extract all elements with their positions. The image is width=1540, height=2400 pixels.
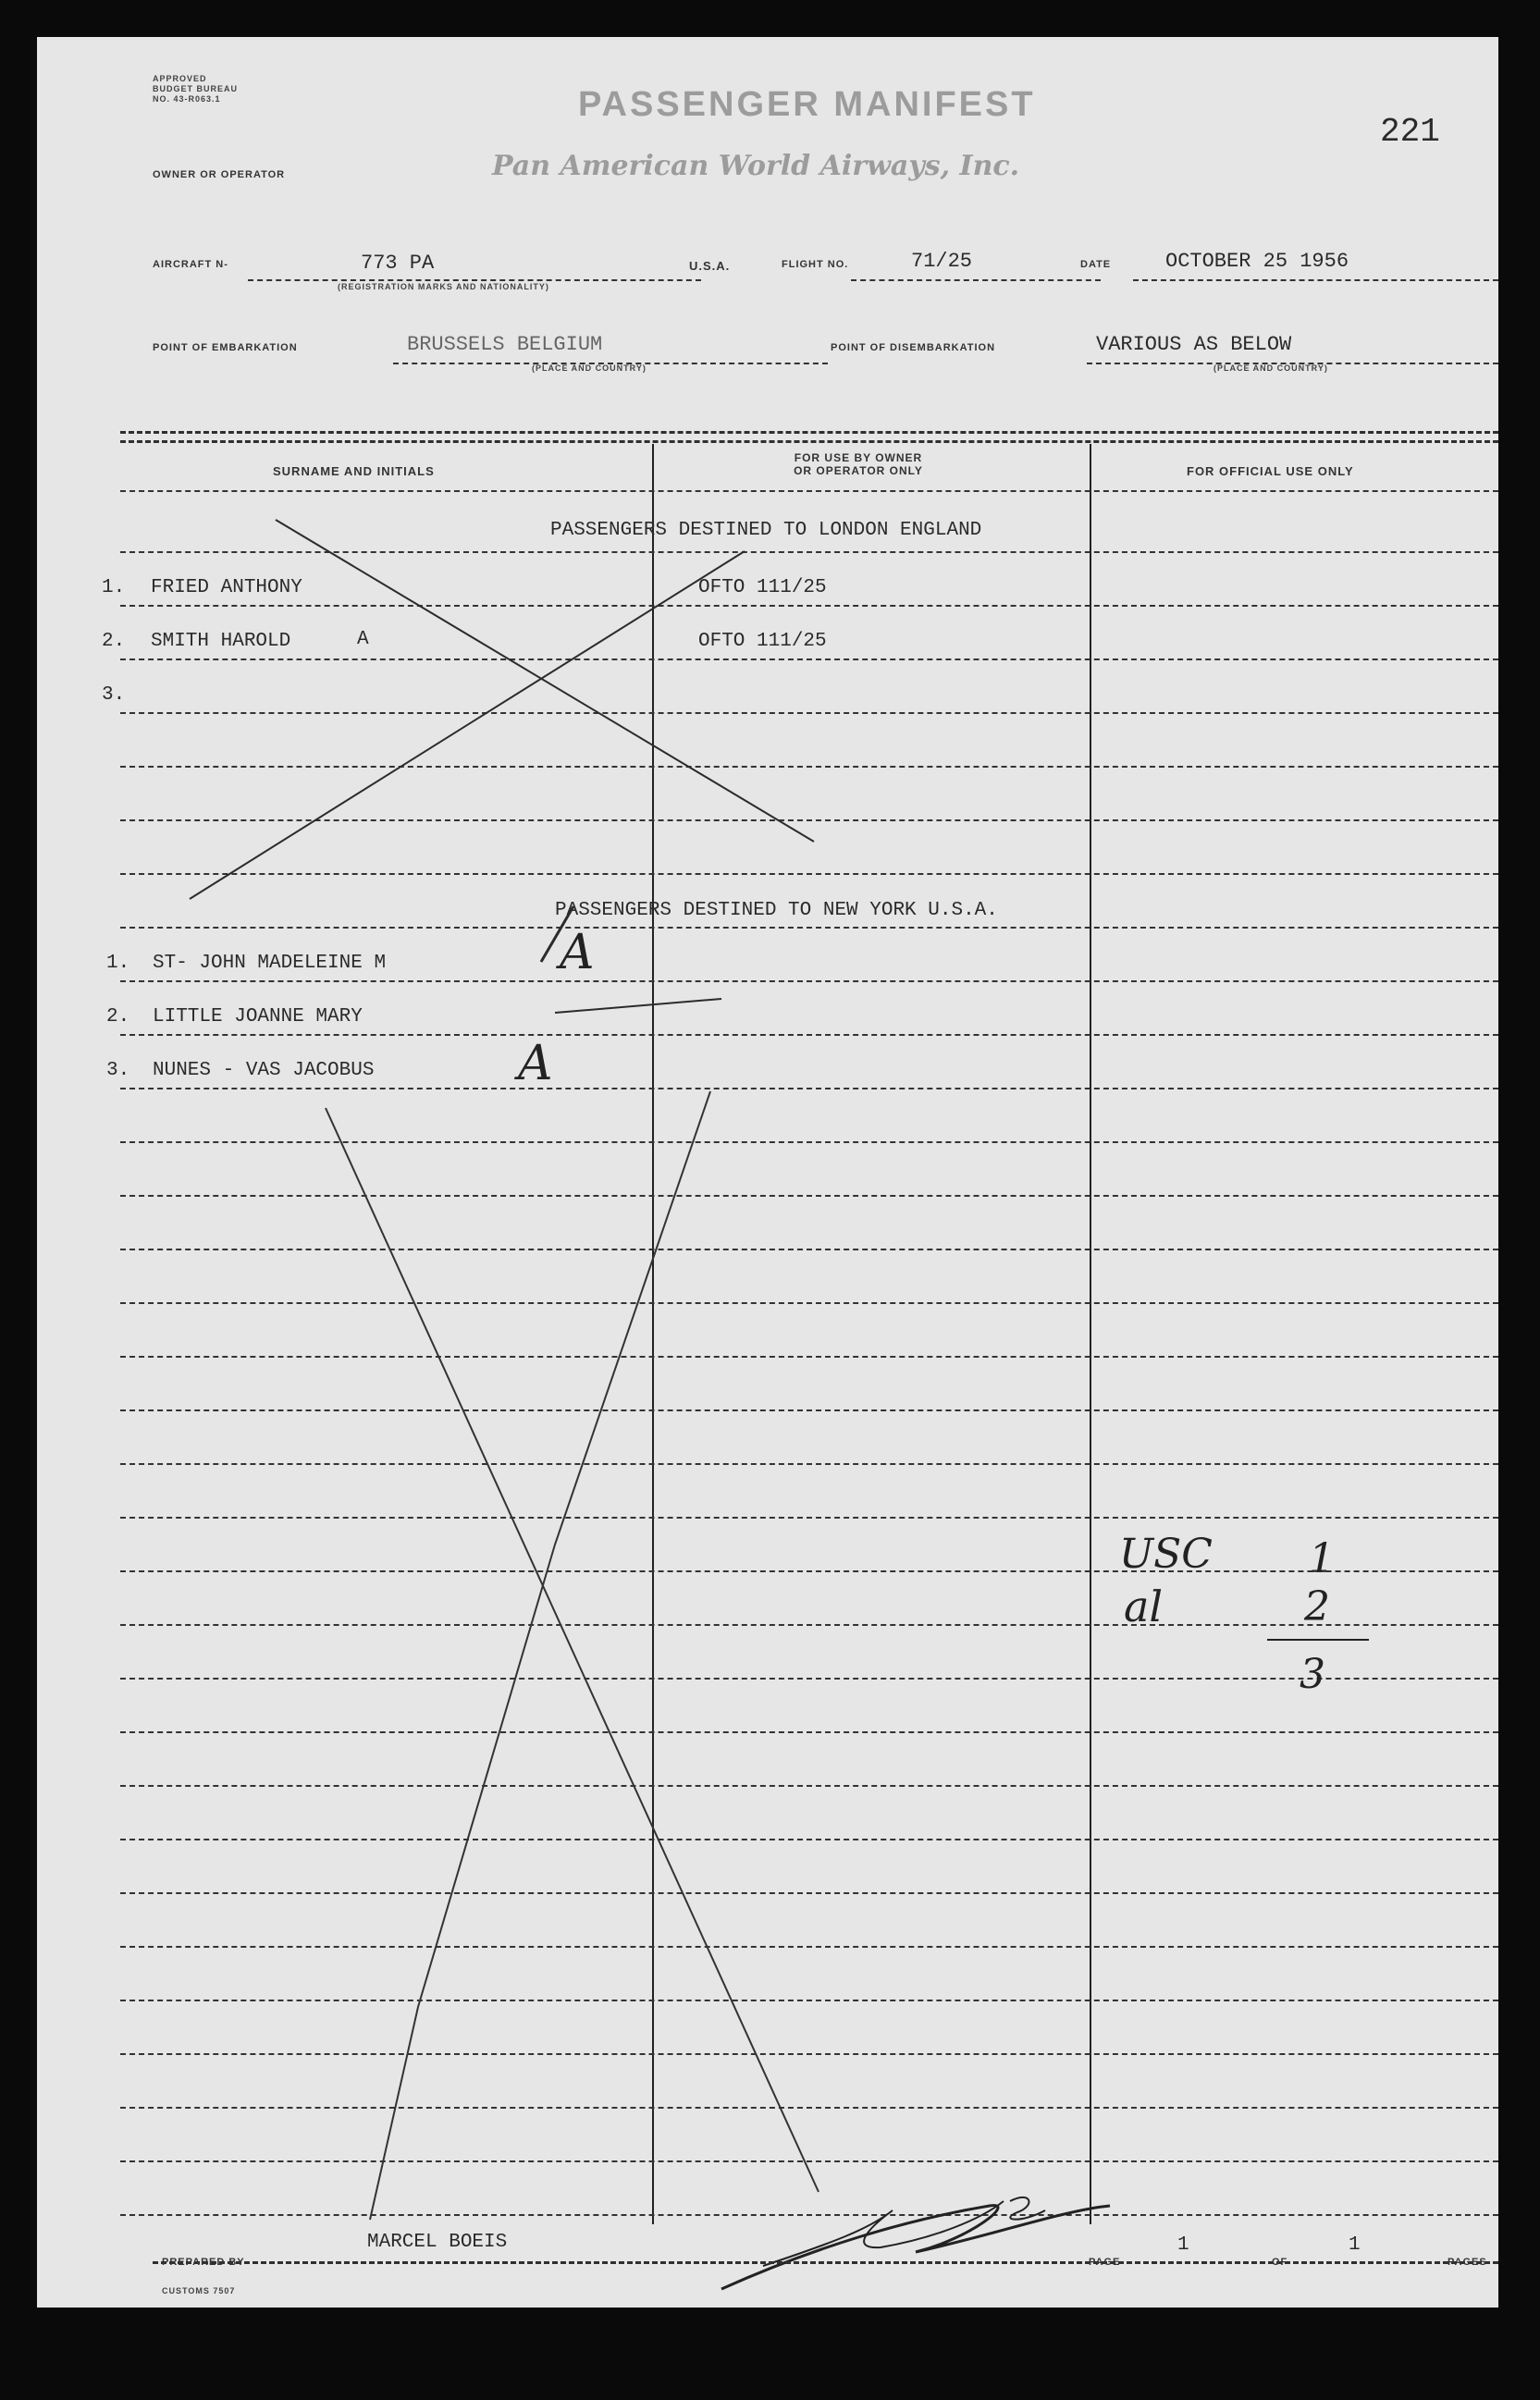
crossout-stroke — [276, 520, 814, 842]
owner-name: Pan American World Airways, Inc. — [492, 150, 1020, 182]
page-value: 1 — [1177, 2234, 1189, 2256]
disembarkation-sublabel: (PLACE AND COUNTRY) — [1214, 363, 1328, 373]
aircraft-label: AIRCRAFT N- — [153, 259, 228, 270]
pen-tick — [541, 906, 573, 962]
group-heading-london: PASSENGERS DESTINED TO LONDON ENGLAND — [550, 520, 982, 541]
tally-label: USC — [1119, 1531, 1213, 1578]
flight-value: 71/25 — [911, 250, 973, 273]
approval-line: NO. 43-R063.1 — [153, 94, 221, 104]
prepared-label: PREPARED BY — [162, 2257, 245, 2268]
prepared-name: MARCEL BOEIS — [367, 2232, 508, 2253]
disembarkation-label: POINT OF DISEMBARKATION — [831, 342, 996, 353]
disembarkation-value: VARIOUS AS BELOW — [1096, 333, 1292, 356]
signature-stroke — [721, 2206, 1110, 2289]
signature-stroke — [1010, 2197, 1045, 2220]
row-number: 2. — [106, 1006, 130, 1028]
aircraft-value: 773 PA — [361, 252, 435, 275]
row-number: 2. — [102, 631, 126, 652]
flight-label: FLIGHT NO. — [782, 259, 849, 270]
column-header-owner-line: OR OPERATOR ONLY — [794, 464, 923, 477]
handwritten-mark: A — [518, 1036, 553, 1091]
usa-label: U.S.A. — [689, 259, 731, 273]
column-header-official: FOR OFFICIAL USE ONLY — [1187, 464, 1354, 478]
crossout-stroke — [370, 1091, 710, 2220]
handwritten-strokes — [37, 37, 1498, 2308]
pen-tick — [555, 999, 721, 1013]
crossout-stroke — [326, 1108, 819, 2192]
row-number: 3. — [102, 684, 126, 706]
passenger-ref: OFTO 111/25 — [698, 577, 827, 598]
tally-total: 3 — [1300, 1651, 1325, 1698]
approval-line: APPROVED — [153, 74, 207, 83]
pages-label: PAGES — [1448, 2257, 1487, 2268]
embarkation-sublabel: (PLACE AND COUNTRY) — [532, 363, 647, 373]
aircraft-sublabel: (REGISTRATION MARKS AND NATIONALITY) — [338, 282, 549, 291]
tally-label: al — [1124, 1582, 1164, 1631]
footer-rule — [153, 2261, 1498, 2264]
passenger-name: ST- JOHN MADELEINE M — [153, 953, 387, 974]
crossout-stroke — [190, 551, 745, 899]
embarkation-label: POINT OF EMBARKATION — [153, 342, 298, 353]
row-number: 1. — [106, 953, 130, 974]
date-label: DATE — [1080, 259, 1112, 270]
page-stamp-number: 221 — [1380, 113, 1440, 151]
row-number: 1. — [102, 577, 126, 598]
form-code: CUSTOMS 7507 — [162, 2286, 236, 2295]
passenger-ref: OFTO 111/25 — [698, 631, 827, 652]
passenger-name: FRIED ANTHONY — [151, 577, 302, 598]
tally-value: 2 — [1304, 1583, 1330, 1631]
column-header-surname: SURNAME AND INITIALS — [273, 464, 435, 478]
owner-label: OWNER OR OPERATOR — [153, 169, 286, 180]
handwritten-mark: A — [560, 925, 595, 980]
date-value: OCTOBER 25 1956 — [1165, 250, 1349, 273]
passenger-note: A — [357, 629, 369, 650]
column-header-owner-line: FOR USE BY OWNER — [794, 451, 923, 464]
group-heading-newyork: PASSENGERS DESTINED TO NEW YORK U.S.A. — [555, 900, 998, 921]
embarkation-value: BRUSSELS BELGIUM — [407, 333, 603, 356]
of-value: 1 — [1349, 2234, 1361, 2256]
page-label: PAGE — [1089, 2257, 1121, 2268]
approval-line: BUDGET BUREAU — [153, 84, 239, 93]
row-number: 3. — [106, 1060, 130, 1081]
passenger-name: SMITH HAROLD — [151, 631, 291, 652]
of-label: OF — [1272, 2257, 1288, 2268]
tally-value: 1 — [1309, 1535, 1335, 1582]
passenger-name: LITTLE JOANNE MARY — [153, 1006, 363, 1028]
manifest-sheet — [37, 37, 1498, 2308]
page-title: PASSENGER MANIFEST — [578, 85, 1036, 124]
passenger-name: NUNES - VAS JACOBUS — [153, 1060, 375, 1081]
